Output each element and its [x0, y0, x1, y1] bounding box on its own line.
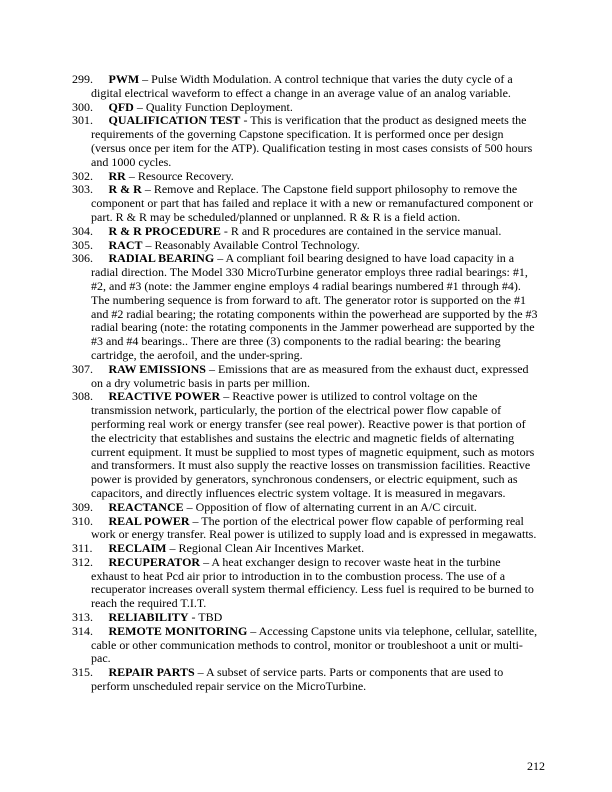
entry-continuation-line: cable or other communication methods to control, monitor or troubleshoot a unit or multi- — [91, 637, 523, 652]
entry-continuation-line: capacitors, and directly influences electric system voltage. It is measured in megavars. — [91, 485, 506, 500]
entry-term: RR — [108, 168, 126, 183]
entry-body — [109, 225, 502, 239]
entry-definition: – Remove and Replace. The Capstone field support philosophy to remove the — [141, 182, 518, 197]
entry-body — [109, 239, 360, 253]
entry-term: RECUPERATOR — [108, 554, 201, 569]
entry-definition: – Quality Function Deployment. — [133, 99, 293, 114]
entry-continuation-line: transmission network, particularly, the portion of the electrical power flow capable of — [91, 403, 502, 418]
entry-definition: – Regional Clean Air Incentives Market. — [166, 541, 365, 556]
glossary-entry — [0, 363, 612, 391]
entry-continuation-line: power is provided by generators, synchronous condensers, or electric equipment, such as — [91, 472, 518, 487]
entry-number: 313. — [72, 610, 93, 625]
entry-definition: – Accessing Capstone units via telephone, cellular, satellite, — [247, 623, 538, 638]
entry-continuation-line: #2, and #3 (note: the Jammer engine employs 4 radial bearings numbered #1 through #4). — [91, 278, 521, 293]
entry-first-line — [0, 611, 612, 625]
entry-first-line — [0, 515, 612, 529]
entry-body — [109, 73, 513, 87]
entry-continuation-line: digital electrical waveform to effect a change in an average value of an analog variable. — [91, 85, 511, 100]
entry-first-line — [0, 625, 612, 639]
glossary-list — [0, 73, 612, 694]
entry-number: 309. — [72, 499, 93, 514]
glossary-entry — [0, 170, 612, 184]
entry-body — [109, 101, 293, 115]
entry-body — [109, 390, 478, 404]
entry-continuation-line: recuperator increases overall system thermal efficiency. Less fuel is required to be burned to — [91, 582, 534, 597]
entry-body — [109, 183, 518, 197]
entry-definition: – Reasonably Available Control Technology. — [142, 237, 360, 252]
entry-term: REAL POWER — [108, 513, 190, 528]
entry-definition: – A subset of service parts. Parts or components that are used to — [194, 665, 504, 680]
entry-first-line — [0, 363, 612, 377]
glossary-entry — [0, 666, 612, 694]
entry-body — [109, 666, 504, 680]
entry-continuation-line: The numbering sequence is from forward to aft. The generator rotor is supported on the #1 — [91, 292, 526, 307]
entry-term: R & R — [108, 182, 142, 197]
entry-first-line — [0, 390, 612, 404]
entry-continuation-line: performing real work or energy transfer (see real power). Reactive power is that portion of — [91, 416, 526, 431]
entry-term: RAW EMISSIONS — [108, 361, 206, 376]
entry-definition: – Resource Recovery. — [125, 168, 234, 183]
glossary-entry — [0, 183, 612, 224]
glossary-entry — [0, 73, 612, 101]
entry-body — [109, 252, 515, 266]
entry-definition: – Reactive power is utilized to control voltage on the — [220, 389, 478, 404]
entry-continuation-line: #3 and #4 bearings.. There are three (3) components to the radial bearing: the bearing — [91, 334, 501, 349]
entry-first-line — [0, 170, 612, 184]
entry-number: 299. — [72, 72, 93, 86]
glossary-entry — [0, 611, 612, 625]
entry-definition: – Opposition of flow of alternating current in an A/C circuit. — [183, 499, 477, 514]
entry-number: 300. — [72, 99, 93, 114]
entry-first-line — [0, 542, 612, 556]
entry-continuation-line: perform unscheduled repair service on the MicroTurbine. — [91, 679, 367, 694]
entry-body — [109, 611, 223, 625]
entry-continuation-line: work or energy transfer. Real power is utilized to supply load and is expressed in megawatts. — [91, 527, 537, 542]
glossary-entry — [0, 114, 612, 169]
entry-first-line — [0, 114, 612, 128]
page-number: 212 — [527, 759, 545, 773]
entry-continuation-line: radial direction. The Model 330 MicroTurbine generator employs three radial bearings: #1, — [91, 265, 528, 280]
entry-number: 307. — [72, 361, 93, 376]
entry-definition: - This is verification that the product as designed meets the — [240, 113, 527, 128]
entry-number: 302. — [72, 168, 93, 183]
entry-term: R & R PROCEDURE — [108, 223, 221, 238]
entry-continuation-line: cartridge, the aerofoil, and the under-spring. — [91, 347, 303, 362]
entry-first-line — [0, 666, 612, 680]
entry-term: REACTIVE POWER — [108, 389, 221, 404]
entry-term: REACTANCE — [108, 499, 184, 514]
entry-first-line — [0, 239, 612, 253]
glossary-entry — [0, 101, 612, 115]
entry-definition: – A heat exchanger design to recover waste heat in the turbine — [200, 554, 501, 569]
entry-body — [109, 542, 365, 556]
entry-continuation-line: exhaust to heat Pcd air prior to introduction in to the combustion process. The use of a — [91, 568, 506, 583]
entry-continuation-line: and 1000 cycles. — [91, 154, 172, 169]
glossary-entry — [0, 515, 612, 543]
entry-number: 305. — [72, 237, 93, 252]
entry-term: RELIABILITY — [108, 610, 189, 625]
entry-continuation-line: radial bearing (note: the rotating components in the Jammer powerhead are supported by the — [91, 320, 535, 335]
glossary-entry — [0, 225, 612, 239]
entry-number: 308. — [72, 389, 93, 404]
entry-number: 314. — [72, 623, 93, 638]
glossary-entry — [0, 542, 612, 556]
entry-term: RACT — [108, 237, 143, 252]
entry-number: 310. — [72, 513, 93, 528]
entry-definition: - TBD — [188, 610, 223, 625]
entry-continuation-line: reach the required T.I.T. — [91, 596, 207, 611]
entry-body — [109, 363, 529, 377]
entry-continuation-line: the electricity that establishes and sustains the electric and magnetic fields of alternating — [91, 430, 515, 445]
entry-term: REPAIR PARTS — [108, 665, 195, 680]
entry-body — [109, 114, 527, 128]
entry-continuation-line: requirements of the governing Capstone specification. It is performed once per design — [91, 127, 504, 142]
entry-continuation-line: current equipment. It must be supplied to most types of magnetic equipment, such as motors — [91, 444, 535, 459]
entry-term: QFD — [108, 99, 134, 114]
entry-continuation-line: and #2 radial bearing; the rotating components within the powerhead are supported by the #3 — [91, 306, 538, 321]
entry-continuation-line: component or part that has failed and replace it with a new or remanufactured component or — [91, 196, 534, 211]
entry-term: RADIAL BEARING — [108, 251, 215, 266]
glossary-entry — [0, 501, 612, 515]
glossary-entry — [0, 556, 612, 611]
glossary-entry — [0, 625, 612, 666]
entry-definition: – Pulse Width Modulation. A control technique that varies the duty cycle of a — [139, 72, 513, 86]
entry-definition: – Emissions that are as measured from the exhaust duct, expressed — [205, 361, 529, 376]
entry-continuation-line: on a dry volumetric basis in parts per million. — [91, 375, 310, 390]
entry-body — [109, 501, 477, 515]
entry-continuation-line: pac. — [91, 651, 111, 666]
entry-number: 311. — [72, 541, 93, 556]
entry-first-line — [0, 101, 612, 115]
entry-first-line — [0, 225, 612, 239]
entry-number: 301. — [72, 113, 93, 128]
entry-continuation-line: and transformers. It must also supply the reactive losses on transmission facilities. Reactive — [91, 458, 531, 473]
entry-number: 303. — [72, 182, 93, 197]
entry-term: QUALIFICATION TEST — [108, 113, 241, 128]
entry-first-line — [0, 73, 612, 87]
entry-term: RECLAIM — [108, 541, 167, 556]
glossary-entry — [0, 252, 612, 362]
entry-term: REMOTE MONITORING — [108, 623, 248, 638]
entry-first-line — [0, 252, 612, 266]
entry-number: 315. — [72, 665, 93, 680]
entry-continuation-line: (versus once per item for the ATP). Qualification testing in most cases consists of 500 hours — [91, 140, 533, 155]
entry-body — [109, 515, 524, 529]
entry-definition: - R and R procedures are contained in the service manual. — [220, 223, 502, 238]
entry-number: 306. — [72, 251, 93, 266]
entry-body — [109, 625, 538, 639]
entry-number: 312. — [72, 554, 93, 569]
entry-number: 304. — [72, 223, 93, 238]
glossary-entry — [0, 239, 612, 253]
entry-first-line — [0, 183, 612, 197]
entry-term: PWM — [108, 72, 140, 86]
entry-first-line — [0, 556, 612, 570]
entry-body — [109, 170, 234, 184]
entry-definition: – The portion of the electrical power flow capable of performing real — [189, 513, 524, 528]
glossary-entry — [0, 390, 612, 500]
entry-definition: – A compliant foil bearing designed to have load capacity in a — [214, 251, 515, 266]
entry-continuation-line: part. R & R may be scheduled/planned or unplanned. R & R is a field action. — [91, 209, 461, 224]
entry-body — [109, 556, 501, 570]
entry-first-line — [0, 501, 612, 515]
